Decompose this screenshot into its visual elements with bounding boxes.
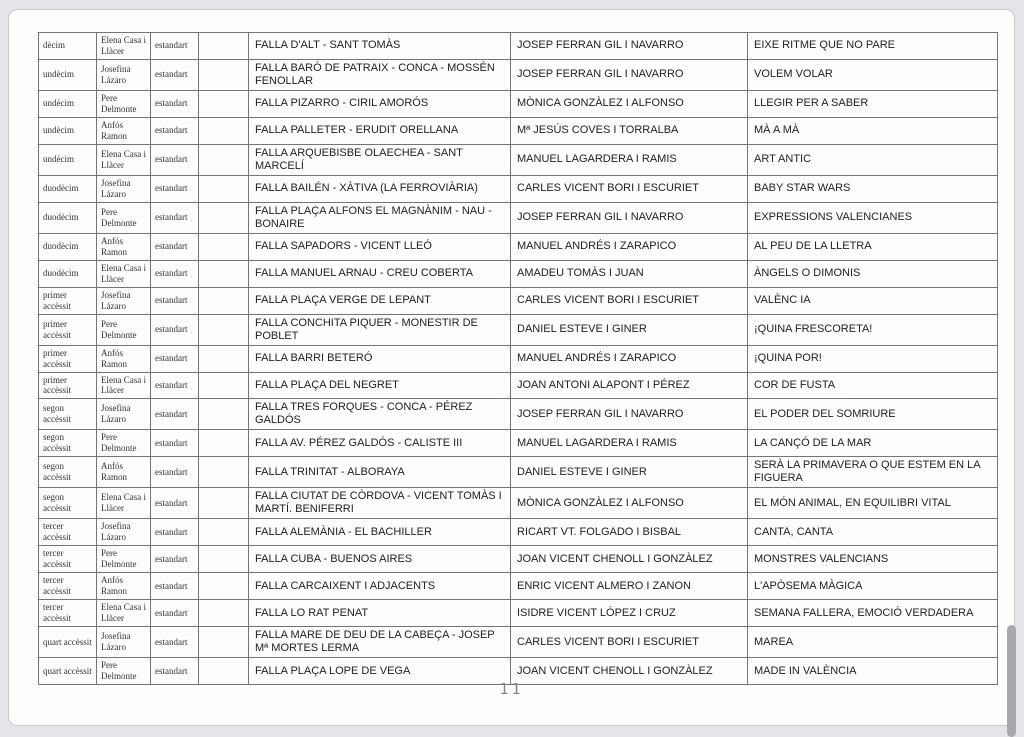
table-row [39,430,998,457]
cell-award: quart accèssit [39,658,97,685]
cell-lemma: EL MÓN ANIMAL, EN EQUILIBRI VITAL [748,488,998,519]
cell-type: estandart [151,90,199,117]
table-row [39,117,998,144]
cell-award: primer accèssit [39,287,97,314]
cell-falla: FALLA PLAÇA ALFONS EL MAGNÀNIM - NAU - BONAIRE [249,202,511,233]
cell-blank [199,314,249,345]
page-number: 11 [499,680,524,698]
cell-artist: Pere Delmonte [97,314,151,345]
cell-lemma: VOLEM VOLAR [748,59,998,90]
cell-artist: Pere Delmonte [97,430,151,457]
cell-award: segon accèssit [39,457,97,488]
cell-lemma: MÀ A MÀ [748,117,998,144]
cell-award: primer accèssit [39,345,97,372]
cell-author: DANIEL ESTEVE I GINER [511,457,748,488]
cell-falla: FALLA MANUEL ARNAU - CREU COBERTA [249,260,511,287]
cell-lemma: VALÈNC IA [748,287,998,314]
cell-artist: Josefina Lázaro [97,399,151,430]
cell-award: tercer accèssit [39,546,97,573]
cell-blank [199,90,249,117]
cell-falla: FALLA PLAÇA VERGE DE LEPANT [249,287,511,314]
cell-lemma: MAREA [748,627,998,658]
cell-award: duodècim [39,175,97,202]
cell-award: segon accèssit [39,399,97,430]
cell-lemma: ¡QUINA POR! [748,345,998,372]
cell-author: MANUEL LAGARDERA I RAMIS [511,430,748,457]
cell-lemma: L'APÒSEMA MÀGICA [748,573,998,600]
cell-type: estandart [151,573,199,600]
cell-falla: FALLA LO RAT PENAT [249,600,511,627]
table-row [39,233,998,260]
cell-blank [199,175,249,202]
cell-author: JOAN VICENT CHENOLL I GONZÀLEZ [511,658,748,685]
cell-artist: Pere Delmonte [97,202,151,233]
cell-falla: FALLA PIZARRO - CIRIL AMORÓS [249,90,511,117]
table-row [39,600,998,627]
cell-blank [199,59,249,90]
cell-artist: Elena Casa i Llàcer [97,144,151,175]
cell-lemma: SEMANA FALLERA, EMOCIÓ VERDADERA [748,600,998,627]
cell-author: Mª JESÚS COVES I TORRALBA [511,117,748,144]
cell-blank [199,372,249,399]
cell-blank [199,519,249,546]
cell-artist: Josefina Lázaro [97,287,151,314]
cell-award: tercer accèssit [39,600,97,627]
results-table-body [39,33,998,685]
table-row [39,573,998,600]
cell-award: undècim [39,59,97,90]
table-row [39,33,998,60]
cell-type: estandart [151,260,199,287]
cell-lemma: BABY STAR WARS [748,175,998,202]
cell-type: estandart [151,287,199,314]
cell-falla: FALLA PLAÇA LOPE DE VEGA [249,658,511,685]
cell-author: JOSEP FERRAN GIL I NAVARRO [511,202,748,233]
cell-type: estandart [151,627,199,658]
table-row [39,144,998,175]
cell-author: ENRIC VICENT ALMERO I ZANON [511,573,748,600]
cell-blank [199,117,249,144]
cell-type: estandart [151,430,199,457]
cell-author: MÒNICA GONZÀLEZ I ALFONSO [511,90,748,117]
cell-type: estandart [151,59,199,90]
cell-author: JOAN VICENT CHENOLL I GONZÀLEZ [511,546,748,573]
cell-blank [199,600,249,627]
cell-falla: FALLA BAILÉN - XÀTIVA (LA FERROVIÀRIA) [249,175,511,202]
cell-falla: FALLA ALEMÀNIA - EL BACHILLER [249,519,511,546]
cell-award: segon accèssit [39,488,97,519]
cell-falla: FALLA TRES FORQUES - CONCA - PÉREZ GALDÓS [249,399,511,430]
cell-type: estandart [151,488,199,519]
cell-author: JOSEP FERRAN GIL I NAVARRO [511,399,748,430]
cell-type: estandart [151,175,199,202]
cell-falla: FALLA CIUTAT DE CÒRDOVA - VICENT TOMÀS I MARTÍ. BENIFERRI [249,488,511,519]
cell-artist: Pere Delmonte [97,90,151,117]
cell-author: ISIDRE VICENT LÓPEZ I CRUZ [511,600,748,627]
cell-award: undècim [39,144,97,175]
cell-artist: Elena Casa i Llàcer [97,372,151,399]
cell-lemma: EIXE RITME QUE NO PARE [748,33,998,60]
cell-type: estandart [151,314,199,345]
cell-author: CARLES VICENT BORI I ESCURIET [511,287,748,314]
table-row [39,287,998,314]
cell-blank [199,627,249,658]
cell-lemma: ¡QUINA FRESCORETA! [748,314,998,345]
table-row [39,202,998,233]
cell-falla: FALLA CUBA - BUENOS AIRES [249,546,511,573]
cell-blank [199,488,249,519]
table-row [39,399,998,430]
table-row [39,488,998,519]
cell-author: JOSEP FERRAN GIL I NAVARRO [511,59,748,90]
cell-award: primer accèssit [39,372,97,399]
cell-author: RICART VT. FOLGADO I BISBAL [511,519,748,546]
cell-type: estandart [151,233,199,260]
table-row [39,457,998,488]
cell-falla: FALLA SAPADORS - VICENT LLEÓ [249,233,511,260]
cell-blank [199,399,249,430]
cell-falla: FALLA MARE DE DEU DE LA CABEÇA - JOSEP Mª MORTES LERMA [249,627,511,658]
table-row [39,260,998,287]
cell-artist: Elena Casa i Llàcer [97,33,151,60]
cell-lemma: EXPRESSIONS VALENCIANES [748,202,998,233]
cell-blank [199,260,249,287]
cell-artist: Josefina Lázaro [97,519,151,546]
table-row [39,546,998,573]
results-table [38,32,998,685]
cell-lemma: LLEGIR PER A SABER [748,90,998,117]
cell-type: estandart [151,144,199,175]
cell-lemma: MADE IN VALÈNCIA [748,658,998,685]
cell-award: duodècim [39,260,97,287]
cell-award: quart accèssit [39,627,97,658]
cell-author: JOAN ANTONI ALAPONT I PÉREZ [511,372,748,399]
cell-author: JOSEP FERRAN GIL I NAVARRO [511,33,748,60]
cell-lemma: MONSTRES VALENCIANS [748,546,998,573]
cell-award: tercer accèssit [39,573,97,600]
cell-artist: Pere Delmonte [97,658,151,685]
cell-lemma: EL PODER DEL SOMRIURE [748,399,998,430]
cell-lemma: COR DE FUSTA [748,372,998,399]
cell-lemma: ART ANTIC [748,144,998,175]
cell-award: dècim [39,33,97,60]
cell-falla: FALLA CARCAIXENT I ADJACENTS [249,573,511,600]
cell-lemma: LA CANÇÓ DE LA MAR [748,430,998,457]
cell-artist: Anfós Ramon [97,345,151,372]
cell-artist: Elena Casa i Llàcer [97,488,151,519]
table-row [39,519,998,546]
cell-artist: Anfós Ramon [97,573,151,600]
cell-blank [199,345,249,372]
cell-type: estandart [151,457,199,488]
cell-author: AMADEU TOMÀS I JUAN [511,260,748,287]
table-row [39,314,998,345]
cell-author: DANIEL ESTEVE I GINER [511,314,748,345]
cell-falla: FALLA ARQUEBISBE OLAECHEA - SANT MARCELÍ [249,144,511,175]
cell-author: MANUEL LAGARDERA I RAMIS [511,144,748,175]
cell-lemma: CANTA, CANTA [748,519,998,546]
cell-artist: Josefina Lázaro [97,627,151,658]
cell-award: undècim [39,117,97,144]
cell-blank [199,430,249,457]
cell-author: MANUEL ANDRÉS I ZARAPICO [511,233,748,260]
table-row [39,627,998,658]
table-row [39,345,998,372]
cell-type: estandart [151,546,199,573]
cell-blank [199,202,249,233]
cell-blank [199,287,249,314]
cell-award: tercer accèssit [39,519,97,546]
cell-falla: FALLA D'ALT - SANT TOMÀS [249,33,511,60]
table-row [39,59,998,90]
cell-artist: Elena Casa i Llàcer [97,600,151,627]
cell-blank [199,546,249,573]
cell-type: estandart [151,372,199,399]
cell-artist: Josefina Lázaro [97,175,151,202]
cell-artist: Josefina Lázaro [97,59,151,90]
cell-lemma: SERÀ LA PRIMAVERA O QUE ESTEM EN LA FIGUERA [748,457,998,488]
cell-award: duodècim [39,233,97,260]
cell-award: undècim [39,90,97,117]
cell-blank [199,33,249,60]
cell-artist: Anfós Ramon [97,457,151,488]
cell-falla: FALLA BARRI BETERÓ [249,345,511,372]
cell-blank [199,233,249,260]
cell-author: MÒNICA GONZÀLEZ I ALFONSO [511,488,748,519]
cell-type: estandart [151,33,199,60]
cell-type: estandart [151,117,199,144]
cell-type: estandart [151,600,199,627]
cell-lemma: ÀNGELS O DIMONIS [748,260,998,287]
cell-blank [199,144,249,175]
cell-artist: Elena Casa i Llàcer [97,260,151,287]
cell-blank [199,573,249,600]
cell-falla: FALLA CONCHITA PIQUER - MONESTIR DE POBLET [249,314,511,345]
cell-author: CARLES VICENT BORI I ESCURIET [511,175,748,202]
table-row [39,90,998,117]
cell-artist: Pere Delmonte [97,546,151,573]
document-page [8,9,1015,726]
cell-type: estandart [151,202,199,233]
cell-award: primer accèssit [39,314,97,345]
cell-award: duodècim [39,202,97,233]
cell-artist: Anfós Ramon [97,117,151,144]
cell-type: estandart [151,345,199,372]
cell-falla: FALLA AV. PÉREZ GALDÓS - CALISTE III [249,430,511,457]
cell-blank [199,457,249,488]
cell-author: CARLES VICENT BORI I ESCURIET [511,627,748,658]
cell-artist: Anfós Ramon [97,233,151,260]
table-row [39,372,998,399]
cell-type: estandart [151,519,199,546]
cell-award: segon accèssit [39,430,97,457]
cell-type: estandart [151,399,199,430]
cell-falla: FALLA TRINITAT - ALBORAYA [249,457,511,488]
cell-falla: FALLA PALLETER - ERUDIT ORELLANA [249,117,511,144]
cell-falla: FALLA BARÓ DE PATRAIX - CONCA - MOSSÉN FENOLLAR [249,59,511,90]
cell-falla: FALLA PLAÇA DEL NEGRET [249,372,511,399]
cell-type: estandart [151,658,199,685]
scrollbar-thumb[interactable] [1007,625,1016,737]
cell-lemma: AL PEU DE LA LLETRA [748,233,998,260]
table-row [39,175,998,202]
cell-author: MANUEL ANDRÉS I ZARAPICO [511,345,748,372]
